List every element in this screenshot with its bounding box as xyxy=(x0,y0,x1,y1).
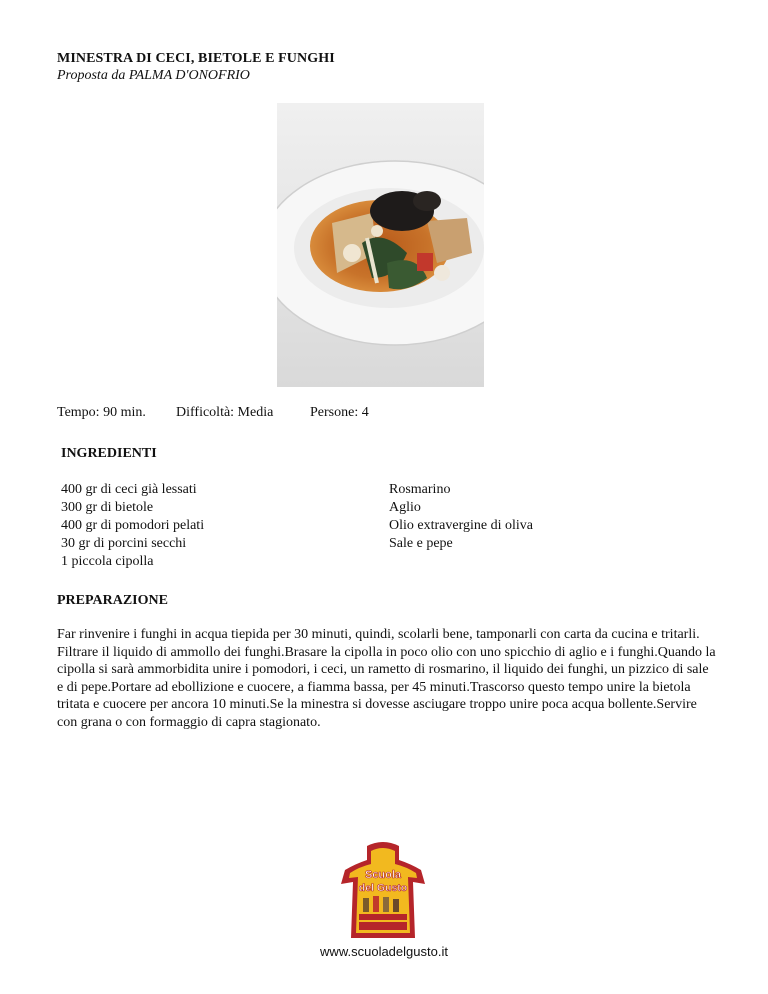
ingredient-item: 400 gr di ceci già lessati xyxy=(61,482,197,497)
ingredient-item: Aglio xyxy=(389,500,421,515)
ingredient-item: 1 piccola cipolla xyxy=(61,554,154,569)
ingredients-heading: INGREDIENTI xyxy=(61,446,157,461)
ingredients-list-left xyxy=(61,481,204,571)
difficulty: Difficoltà: Media xyxy=(176,405,274,420)
recipe-photo xyxy=(277,103,484,387)
ingredient-item: 300 gr di bietole xyxy=(61,500,154,515)
website-url: www.scuoladelgusto.it xyxy=(320,944,448,959)
scuola-del-gusto-logo xyxy=(337,842,429,942)
ingredients-list-right xyxy=(389,481,533,553)
ingredient-item: Rosmarino xyxy=(389,482,451,497)
recipe-title: MINESTRA DI CECI, BIETOLE E FUNGHI xyxy=(57,51,335,66)
ingredient-item: 400 gr di pomodori pelati xyxy=(61,518,205,533)
preparation-text: Far rinvenire i funghi in acqua tiepida per 30 minuti, quindi, scolarli bene, tamponarli con carta da cucina e tritarli. Filtrare il liquido di ammollo dei funghi.Brasare la cipolla in poco olio con uno spicchio di aglio e i funghi.Quando la cipolla si sarà ammorbidita unire i pomodori, i ceci, un rametto di rosmarino, il liquido dei funghi, un pizzico di sale e di pepe.Portare ad ebollizione e cuocere, a fiamma bassa, per 45 minuti.Trascorso questo tempo unire la bietola tritata e cuocere per ancora 10 minuti.Se la minestra si dovesse asciugare troppo unire poca acqua bollente.Servire con grana o con formaggio di capra stagionato. xyxy=(57,627,716,730)
ingredient-item: 30 gr di porcini secchi xyxy=(61,536,187,551)
prep-time: Tempo: 90 min. xyxy=(57,405,146,420)
ingredient-item: Olio extravergine di oliva xyxy=(389,518,533,533)
ingredient-item: Sale e pepe xyxy=(389,536,453,551)
recipe-author: Proposta da PALMA D'ONOFRIO xyxy=(57,68,250,83)
preparation-heading: PREPARAZIONE xyxy=(57,593,168,608)
svg-text:Scuola: Scuola xyxy=(364,869,402,881)
svg-text:del Gusto: del Gusto xyxy=(358,882,408,894)
servings: Persone: 4 xyxy=(310,405,369,420)
